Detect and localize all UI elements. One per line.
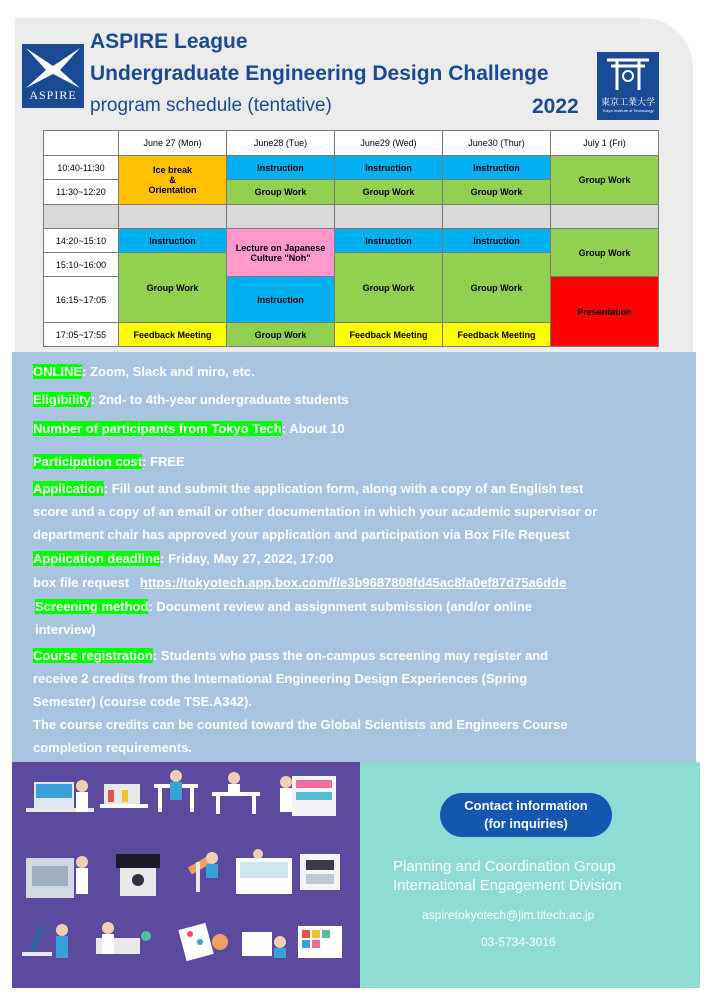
feedback-cell: Feedback Meeting xyxy=(335,323,443,347)
groupwork-cell: Group Work xyxy=(335,253,443,323)
torii-icon xyxy=(597,52,659,94)
break-row xyxy=(443,205,551,229)
year-label: 2022 xyxy=(532,95,579,118)
page-title: ASPIRE League xyxy=(90,30,248,53)
break-row xyxy=(44,205,119,229)
groupwork-cell: Group Work xyxy=(551,156,659,205)
instruction-cell: Instruction xyxy=(335,229,443,253)
application-text-3: department chair has approved your application and participation via Box File Request xyxy=(33,527,570,542)
course-text-3: Semester) (course code TSE.A342). xyxy=(33,694,252,709)
time-cell: 17:05~17:55 xyxy=(44,323,119,347)
application-line xyxy=(33,481,583,496)
feedback-cell: Feedback Meeting xyxy=(119,323,227,347)
deadline-text: : Friday, May 27, 2022, 17:00 xyxy=(160,551,334,566)
groupwork-cell: Group Work xyxy=(443,180,551,205)
groupwork-cell: Group Work xyxy=(551,229,659,277)
presentation-cell: Presentation xyxy=(551,277,659,347)
cost-line xyxy=(33,454,185,469)
groupwork-cell: Group Work xyxy=(227,323,335,347)
break-row xyxy=(551,205,659,229)
participants-text: : About 10 xyxy=(281,421,345,436)
day-header: June30 (Thur) xyxy=(443,131,551,156)
contact-group-name: Planning and Coordination Group xyxy=(393,858,616,875)
instruction-cell: Instruction xyxy=(227,277,335,323)
course-text: : Students who pass the on-campus screening may register and xyxy=(152,648,549,663)
screening-text: : Document review and assignment submission (and/or online xyxy=(148,599,532,614)
eligibility-line xyxy=(33,392,349,407)
lab-illustration-panel xyxy=(12,762,360,988)
instruction-cell: Instruction xyxy=(227,156,335,180)
day-header: July 1 (Fri) xyxy=(551,131,659,156)
time-cell: 14:20~15:10 xyxy=(44,229,119,253)
schedule-caption: program schedule (tentative) xyxy=(90,95,332,116)
application-text: : Fill out and submit the application form, along with a copy of an English test xyxy=(103,481,584,496)
lab-scientists-illustration xyxy=(12,762,360,988)
course-text-2: receive 2 credits from the International Engineering Design Experiences (Spring xyxy=(33,671,528,686)
instruction-cell: Instruction xyxy=(335,156,443,180)
contact-division-name: International Engagement Division xyxy=(393,877,622,894)
time-cell: 11:30~12:20 xyxy=(44,180,119,205)
groupwork-cell: Group Work xyxy=(227,180,335,205)
schedule-table xyxy=(43,130,659,347)
eligibility-text: : 2nd- to 4th-year undergraduate students xyxy=(90,392,349,407)
course-label: Course registration xyxy=(33,648,153,663)
participants-label: Number of participants from Tokyo Tech xyxy=(33,421,282,436)
online-text: : Zoom, Slack and miro, etc. xyxy=(82,364,255,379)
contact-info-subtitle: (for inquiries) xyxy=(484,816,568,831)
day-header: June29 (Wed) xyxy=(335,131,443,156)
eligibility-label: Eligibility xyxy=(33,392,91,407)
feedback-cell: Feedback Meeting xyxy=(443,323,551,347)
break-row xyxy=(119,205,227,229)
screening-label: Screening method xyxy=(35,599,149,614)
day-header: June28 (Tue) xyxy=(227,131,335,156)
course-text-4: The course credits can be counted toward the Global Scientists and Engineers Course xyxy=(33,717,568,732)
groupwork-cell: Group Work xyxy=(335,180,443,205)
online-line xyxy=(33,364,255,379)
time-cell: 10:40-11:30 xyxy=(44,156,119,180)
course-text-5: completion requirements. xyxy=(33,740,192,755)
contact-email[interactable]: aspiretokyotech@jim.titech.ac.jp xyxy=(422,908,595,922)
aspire-logo-text: ASPIRE xyxy=(29,88,77,102)
box-line xyxy=(33,575,566,590)
break-row xyxy=(335,205,443,229)
application-text-2: score and a copy of an email or other documentation in which your academic supervisor or xyxy=(33,504,598,519)
box-label: box file request xyxy=(33,575,140,590)
contact-phone: 03-5734-3016 xyxy=(481,935,556,949)
online-label: ONLINE xyxy=(33,364,83,379)
day-header: June 27 (Mon) xyxy=(119,131,227,156)
instruction-cell: Instruction xyxy=(443,229,551,253)
cost-label: Participation cost xyxy=(33,454,143,469)
deadline-line xyxy=(33,551,333,566)
break-row xyxy=(227,205,335,229)
time-cell: 15:10~16:00 xyxy=(44,253,119,277)
corner-cell xyxy=(44,131,119,156)
tokyo-tech-en: Tokyo Institute of Technology xyxy=(602,108,654,113)
course-line xyxy=(33,648,548,663)
cost-text: : FREE xyxy=(142,454,185,469)
groupwork-cell: Group Work xyxy=(443,253,551,323)
screening-line xyxy=(35,599,532,614)
time-cell: 16:15~17:05 xyxy=(44,277,119,323)
contact-info-badge xyxy=(440,793,612,837)
application-label: Application xyxy=(33,481,104,496)
lecture-cell: Lecture on Japanese Culture "Noh" xyxy=(227,229,335,277)
deadline-label: Application deadline xyxy=(33,551,161,566)
box-file-link[interactable]: https://tokyotech.app.box.com/f/e3b9687808fd45ac8fa0ef87d75a6dde xyxy=(139,575,567,590)
page-subtitle: Undergraduate Engineering Design Challenge xyxy=(90,62,549,85)
screening-text-2: interview) xyxy=(35,622,96,637)
instruction-cell: Instruction xyxy=(119,229,227,253)
tokyo-tech-logo xyxy=(597,52,659,120)
aspire-star-icon xyxy=(22,44,84,92)
participants-line xyxy=(33,421,345,436)
aspire-logo xyxy=(22,44,84,108)
groupwork-cell: Group Work xyxy=(119,253,227,323)
icebreak-cell: Ice break & Orientation xyxy=(119,156,227,205)
contact-info-title: Contact information xyxy=(464,798,588,813)
instruction-cell: Instruction xyxy=(443,156,551,180)
tokyo-tech-jp: 東京工業大学 xyxy=(600,97,655,107)
